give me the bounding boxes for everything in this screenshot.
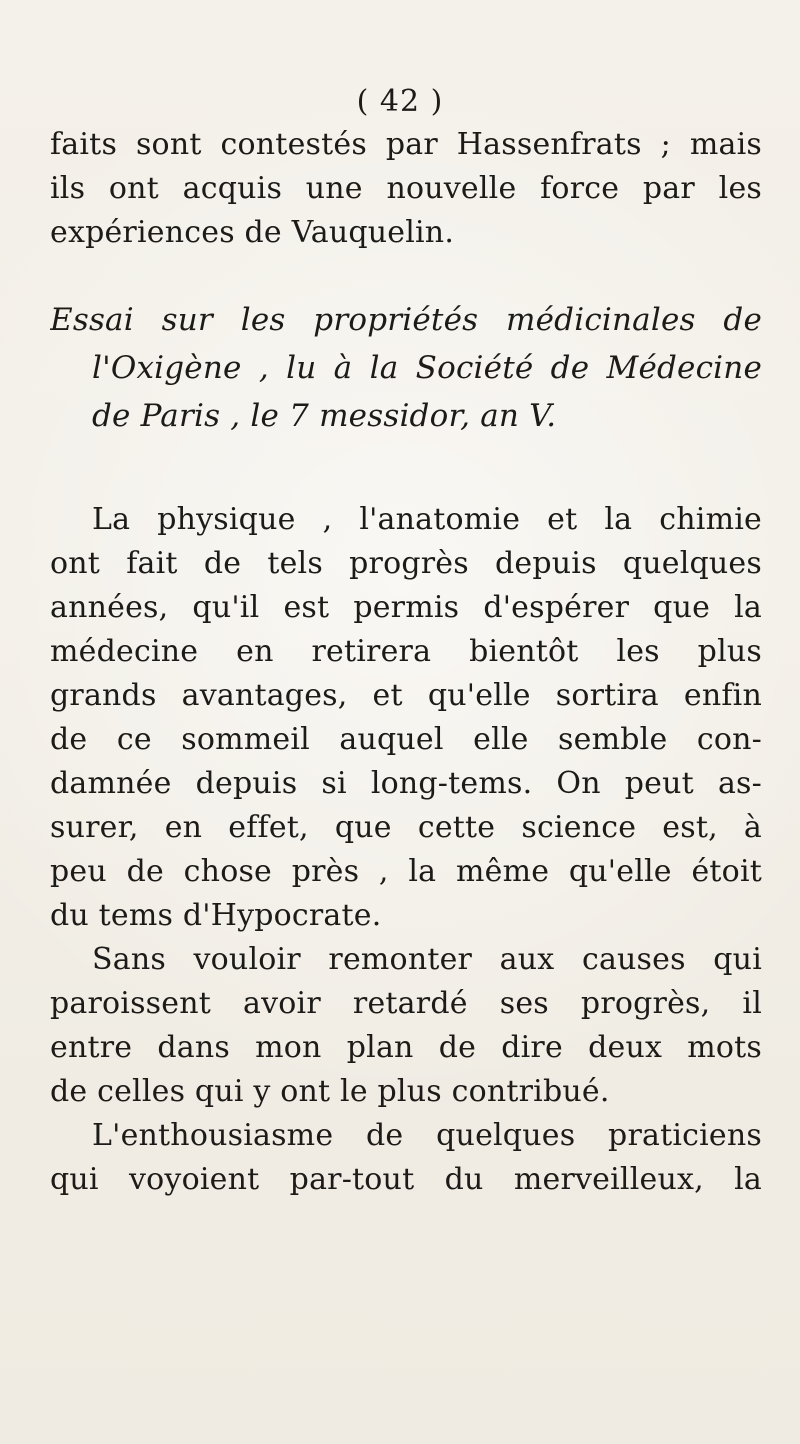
text-line: entre dans mon plan de dire deux mots — [50, 1030, 762, 1065]
title-line: l'Oxigène , lu à la Société de Médecine — [92, 350, 762, 386]
text-line: L'enthousiasme de quelques praticiens — [92, 1118, 762, 1153]
text-line: peu de chose près , la même qu'elle étoit — [50, 854, 762, 889]
intro-paragraph — [50, 123, 762, 255]
text-line: de celles qui y ont le plus contribué. — [50, 1074, 610, 1109]
text-line: années, qu'il est permis d'espérer que la — [50, 590, 762, 625]
text-line: qui voyoient par-tout du merveilleux, la — [50, 1162, 762, 1197]
title-line: Essai sur les propriétés médicinales de — [50, 302, 762, 338]
title-line: de Paris , le 7 messidor, an V. — [92, 398, 557, 434]
text-line: damnée depuis si long-tems. On peut as- — [50, 766, 762, 801]
text-line: La physique , l'anatomie et la chimie — [92, 502, 762, 537]
page-number: ( 42 ) — [356, 84, 444, 119]
text-line: expériences de Vauquelin. — [50, 215, 455, 250]
text-line: faits sont contestés par Hassenfrats ; mais — [50, 127, 762, 162]
text-line: ils ont acquis une nouvelle force par les — [50, 171, 762, 206]
text-line: ont fait de tels progrès depuis quelques — [50, 546, 762, 581]
text-line: surer, en effet, que cette science est, à — [50, 810, 762, 845]
text-line: Sans vouloir remonter aux causes qui — [92, 942, 762, 977]
text-line: paroissent avoir retardé ses progrès, il — [50, 986, 762, 1021]
text-line: de ce sommeil auquel elle semble con- — [50, 722, 762, 757]
essay-title — [50, 296, 762, 440]
text-line: du tems d'Hypocrate. — [50, 898, 382, 933]
body-text — [50, 498, 762, 1202]
text-line: médecine en retirera bientôt les plus — [50, 634, 762, 669]
text-line: grands avantages, et qu'elle sortira enfin — [50, 678, 762, 713]
